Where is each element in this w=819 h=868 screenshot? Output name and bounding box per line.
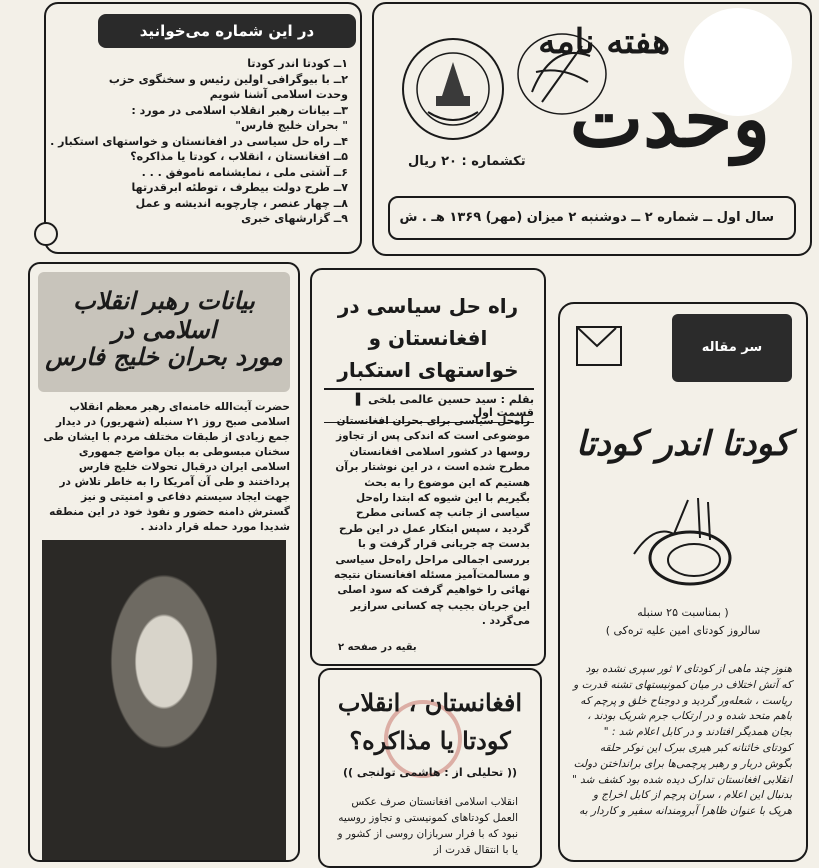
contents-item[interactable]: ۳ــ بیانات رهبر انقلاب اسلامی در مورد : <box>131 103 348 117</box>
paper-name: وحدت <box>569 74 770 165</box>
paper-subtitle: هفته نامه <box>538 22 670 62</box>
article-byline: (( تحلیلی از : هاشمی تولنجی )) <box>342 766 518 779</box>
contents-list <box>50 56 348 227</box>
leader-photo <box>42 540 286 860</box>
editorial-occasion-line1: ( بمناسبت ۲۵ سنبله <box>637 606 729 619</box>
contents-heading: در این شماره می‌خوانید <box>98 14 356 48</box>
price: تکشماره : ۲۰ ریال <box>408 154 526 169</box>
leader-banner-line1: بیانات رهبر انقلاب اسلامی در <box>73 286 255 344</box>
editorial-body: هنوز چند ماهی از کودتای ۷ ثور سپری نشده بود که آتش اختلاف در میان کمونیستهای تشنه قدرت و ریاست ، شعله‌ور گردید و دوجناح خلق و پرچم که باهم متحد شده و در ارتکاب جرم شریک بودند ، بجان همدیگر افتادند و در کابل اعلام شد : " کودتای خائنانه کبر هیری ببرک این نوکر حلقه بگوش دربار و رهبر پرچمی‌ها برای برانداختن دولت انقلابی افغانستان تدارک دیده شده بود کشف شد " بدنبال این اعلام ، سران پرچم از کابل اخراج و هریک با عنوان ظاهرا آبرومندانه سفیر و کاردار به <box>572 663 792 818</box>
article-headline: راه حل سیاسی در افغانستان و خواستهای استکبار <box>337 294 519 382</box>
contents-item[interactable]: ۶ــ آشتی ملی ، نمایشنامه ناموفق . . . <box>141 165 348 179</box>
contents-item[interactable]: ۲ــ با بیوگرافی اولین رئیس و سخنگوی حزب <box>108 72 348 86</box>
editorial-title: کودتا اندر کودتا <box>575 424 791 464</box>
contents-item[interactable]: ۱ــ کودتا اندر کودتا <box>247 57 348 70</box>
editorial-tag: سر مقاله <box>672 314 792 382</box>
article-byline: بقلم : سید حسین عالمی بلخی ▌ قسمت اول <box>324 388 534 423</box>
contents-item[interactable]: وحدت اسلامی آشنا شویم <box>209 88 348 101</box>
envelope-icon <box>576 326 622 366</box>
dateline: سال اول ــ شماره ۲ ــ دوشنبه ۲ میزان (مهر) ۱۳۶۹ هـ . ش <box>388 196 796 240</box>
article-body: انقلاب اسلامی افغانستان صرف عکس العمل کودتاهای کمونیستی و تجاوز روسیه نبود که با فرار سربازان روسی از کشور و یا با انتقال قدرت از <box>337 796 518 856</box>
leader-body: حضرت آیت‌الله خامنه‌ای رهبر معظم انقلاب اسلامی صبح روز ۲۱ سنبله (شهریور) در دیدار جمع زیادی از طبقات مختلف مردم با ایشان طی سخنان مبسوطی به بیان مواضع جمهوری اسلامی ایران درقبال تحولات خلیج فارس پرداختند و طی آن آمریکا را به خاطر تلاش در جهت ایجاد سیستم دفاعی و امنیتی و نیز گسترش دامنه حضور و نفوذ خود در این منطقه شدیدا مورد حمله قرار دادند . <box>43 401 290 533</box>
contents-item[interactable]: ۸ــ چهار عنصر ، چارچوبه اندیشه و عمل <box>135 196 348 210</box>
leader-banner <box>38 272 290 392</box>
article-body: راه‌حل سیاسی برای بحران افغانستان موضوعی است که اندکی پس از تجاوز روسها در کشور اسلامی افغانستان مطرح شده است ، در این نوشتار برآن هستیم که این موضوع را به بحث بگیریم با این شیوه که ابتدا راه‌حل سیاسی از جانب چه کسانی مطرح گردید ، سپس ابتکار عمل در این طرح بدست چه جریانی قرار گرفت و با بررسی اجمالی مراحل راه‌حل سیاسی و مسالمت‌آمیز مسئله افغانستان نتیجه نهائی را خواهیم گرفت که سود اصلی این جریان بجیب چه کسانی سرازیر می‌گردد . <box>333 415 530 628</box>
emblem-logo-icon <box>398 34 508 144</box>
leader-statement-column <box>28 262 300 862</box>
article-headline: افغانستان ، انقلاب کودتا یا مذاکره؟ <box>337 688 523 755</box>
editorial-column <box>558 302 808 862</box>
contents-item[interactable]: ۹ــ گزارشهای خبری <box>241 212 348 225</box>
tughra-calligraphy-icon <box>614 494 754 594</box>
contents-item[interactable]: " بحران خلیج فارس" <box>235 119 348 132</box>
editorial-occasion-line2: سالروز کودتای امین علیه تره‌کی ) <box>605 624 761 637</box>
leader-banner-line2: مورد بحران خلیج فارس <box>45 342 283 371</box>
article-revolution <box>318 668 542 868</box>
masthead <box>372 2 812 256</box>
contents-box <box>44 2 362 254</box>
contents-item[interactable]: ۴ــ راه حل سیاسی در افغانستان و خواستهای استکبار . <box>50 134 348 148</box>
contents-item[interactable]: ۵ــ افغانستان ، انقلاب ، کودتا یا مذاکره؟ <box>130 150 348 163</box>
ornament-knot-icon <box>34 222 58 246</box>
contents-item[interactable]: ۷ــ طرح دولت بیطرف ، توطئه ابرقدرتها <box>131 181 348 194</box>
continued-link[interactable]: بقیه در صفحه ۲ <box>338 642 417 653</box>
article-political-solution <box>310 268 546 666</box>
